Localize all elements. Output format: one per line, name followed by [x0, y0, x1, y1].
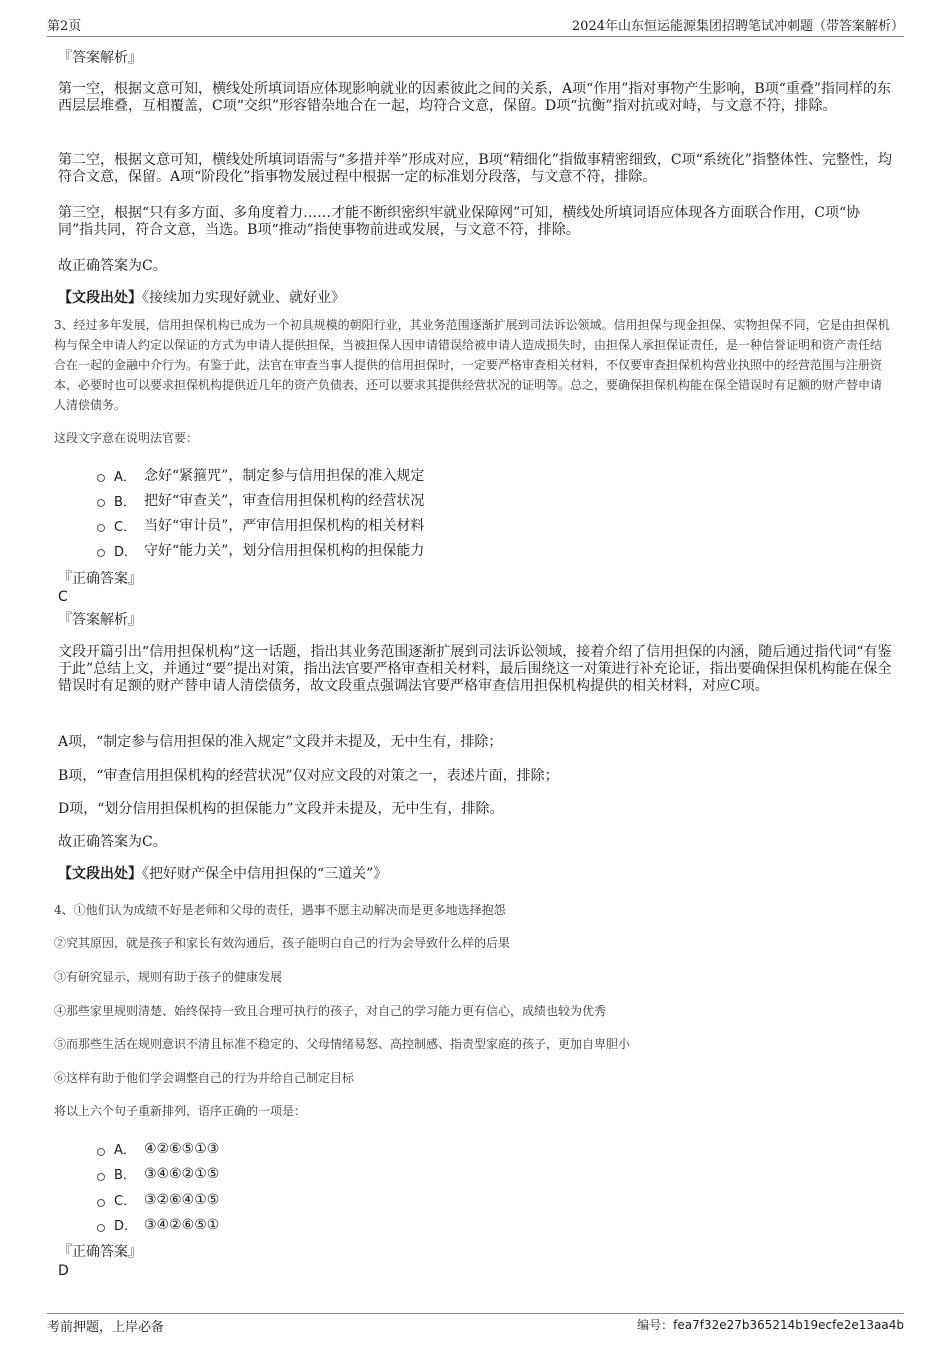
- q3-analysis-label: 『答案解析』: [58, 612, 142, 628]
- q3-answer: C: [58, 589, 68, 605]
- q4-option-d-text: ③④②⑥⑤①: [144, 1216, 220, 1233]
- q3-option-a-text: 念好“紧箍咒”，制定参与信用担保的准入规定: [144, 468, 425, 484]
- q2-conclusion: 故正确答案为C。: [58, 258, 167, 274]
- radio-icon[interactable]: [97, 474, 105, 482]
- q3-option-c-text: 当好“审计员”，严审信用担保机构的相关材料: [144, 518, 425, 534]
- radio-icon[interactable]: [97, 549, 105, 557]
- q3-option-d-text: 守好“能力关”，划分信用担保机构的担保能力: [144, 543, 425, 559]
- q4-option-a-text: ④②⑥⑤①③: [144, 1140, 220, 1157]
- q4-sentence-6: ⑥这样有助于他们学会调整自己的行为并给自己制定目标: [54, 1071, 355, 1085]
- q3-option-d-letter: D．: [114, 544, 138, 560]
- q2-source-label: 【文段出处】: [58, 290, 142, 306]
- q2-source-text: 《接续加力实现好就业、就好业》: [142, 290, 345, 306]
- q3-source-label: 【文段出处】: [58, 866, 142, 882]
- q2-analysis-label: 『答案解析』: [58, 50, 142, 66]
- q4-option-c-text: ③②⑥④①⑤: [144, 1191, 220, 1208]
- q3-question: 这段文字意在说明法官要：: [54, 431, 199, 445]
- q4-sentence-3: ③有研究显示，规则有助于孩子的健康发展: [54, 970, 283, 984]
- q4-answer-label: 『正确答案』: [58, 1244, 142, 1260]
- q4-sentence-1: 4、①他们认为成绩不好是老师和父母的责任，遇事不愿主动解决而是更多地选择抱怨: [54, 903, 506, 917]
- page-header: [47, 14, 904, 37]
- q3-option-d[interactable]: [97, 540, 424, 560]
- radio-icon[interactable]: [97, 1148, 105, 1156]
- q4-answer: D: [58, 1263, 69, 1279]
- page-footer: [47, 1313, 904, 1336]
- q4-option-d[interactable]: [97, 1215, 219, 1234]
- q3-analysis: 文段开篇引出“信用担保机构”这一话题，指出其业务范围逐渐扩展到司法诉讼领域，接着介绍了信用担保的内涵，随后通过指代词“有鉴于此”总结上文，并通过“要”提出对策，指出法官要严格审查相关材料，最后围绕这一对策进行补充论证，指出要确保担保机构能在保全错误时有足额的财产替申请人清偿债务，故文段重点强调法官要严格审查信用担保机构提供的相关材料，对应C项。: [58, 644, 892, 694]
- radio-icon[interactable]: [97, 1173, 105, 1181]
- radio-icon[interactable]: [97, 1199, 105, 1207]
- q4-sentence-5: ⑤而那些生活在规则意识不清且标准不稳定的、父母情绪易怒、高控制感、指责型家庭的孩子，更加自卑胆小: [54, 1037, 631, 1051]
- q3-option-b-letter: B．: [114, 494, 136, 510]
- q4-option-b-text: ③④⑥②①⑤: [144, 1165, 220, 1182]
- q4-option-c[interactable]: [97, 1190, 219, 1209]
- q2-analysis-para2: 第二空，根据文意可知，横线处所填词语需与“多措并举”形成对应，B项“精细化”指做事精密细致，C项“系统化”指整体性、完整性，均符合文意，保留。A项“阶段化”指事物发展过程中根据一定的标准划分段落，与文意不符，排除。: [58, 152, 892, 185]
- q3-option-b-text: 把好“审查关”，审查信用担保机构的经营状况: [144, 493, 425, 509]
- q3-option-c[interactable]: [97, 515, 424, 535]
- q3-source: [58, 866, 387, 883]
- q2-analysis-para1: 第一空，根据文意可知，横线处所填词语应体现影响就业的因素彼此之间的关系，A项“作用”指对事物产生影响，B项“重叠”指同样的东西层层堆叠，互相覆盖，C项“交织”形容错杂地合在一起，均符合文意，保留。D项“抗衡”指对抗或对峙，与文意不符，排除。: [58, 81, 892, 114]
- q3-option-b[interactable]: [97, 490, 424, 510]
- q4-option-d-letter: D．: [114, 1219, 138, 1234]
- q4-question: 将以上六个句子重新排列，语序正确的一项是：: [54, 1104, 307, 1118]
- radio-icon[interactable]: [97, 499, 105, 507]
- radio-icon[interactable]: [97, 1224, 105, 1232]
- q4-option-a-letter: A．: [114, 1143, 136, 1158]
- q3-source-text: 《把好财产保全中信用担保的“三道关”》: [142, 866, 388, 882]
- q3-note-d: D项，“划分信用担保机构的担保能力”文段并未提及，无中生有，排除。: [58, 801, 504, 817]
- q2-analysis-para3: 第三空，根据“只有多方面、多角度着力……才能不断织密织牢就业保障网”可知，横线处所填词语应体现各方面联合作用，C项“协同”指共同，符合文意，当选。B项“推动”指使事物前进或发展，与文意不符，排除。: [58, 205, 861, 238]
- page-number: 第2页: [47, 19, 82, 34]
- q2-source: [58, 290, 345, 307]
- q3-note-b: B项，“审查信用担保机构的经营状况”仅对应文段的对策之一，表述片面，排除；: [58, 768, 559, 784]
- footer-slogan: 考前押题，上岸必备: [47, 1320, 165, 1335]
- q4-option-b-letter: B．: [114, 1168, 136, 1183]
- q3-note-a: A项，“制定参与信用担保的准入规定”文段并未提及，无中生有，排除；: [58, 734, 503, 750]
- footer-code: 编号：fea7f32e27b365214b19ecfe2e13aa4b: [637, 1318, 904, 1332]
- q4-sentence-4: ④那些家里规则清楚、始终保持一致且合理可执行的孩子，对自己的学习能力更有信心，成绩也较为优秀: [54, 1004, 607, 1018]
- radio-icon[interactable]: [97, 524, 105, 532]
- document-title: 2024年山东恒运能源集团招聘笔试冲刺题（带答案解析）: [571, 19, 904, 34]
- q3-option-c-letter: C．: [114, 519, 137, 535]
- q3-option-a[interactable]: [97, 465, 424, 485]
- q3-option-a-letter: A．: [114, 469, 136, 485]
- q4-option-b[interactable]: [97, 1164, 219, 1183]
- q4-option-c-letter: C．: [114, 1194, 137, 1209]
- q4-sentence-2: ②究其原因，就是孩子和家长有效沟通后，孩子能明白自己的行为会导致什么样的后果: [54, 936, 511, 950]
- q3-conclusion: 故正确答案为C。: [58, 834, 167, 850]
- q4-option-a[interactable]: [97, 1139, 219, 1158]
- q3-answer-label: 『正确答案』: [58, 571, 142, 587]
- q3-stem: 3、经过多年发展，信用担保机构已成为一个初具规模的朝阳行业，其业务范围逐渐扩展到司法诉讼领域。信用担保与现金担保、实物担保不同，它是由担保机构与保全申请人约定以保证的方式为申请人提供担保，当被担保人因申请错误给被申请人造成损失时，由担保人承担保证责任，是一种信誉证明和资产责任结合在一起的金融中介行为。有鉴于此，法官在审查当事人提供的信用担保时，一定要严格审查相关材料，不仅要审查担保机构营业执照中的经营范围与注册资本，必要时也可以要求担保机构提供近几年的资产负债表，还可以要求其提供经营状况的证明等。总之，要确保担保机构能在保全错误时有足额的财产替申请人清偿债务。: [54, 318, 890, 412]
